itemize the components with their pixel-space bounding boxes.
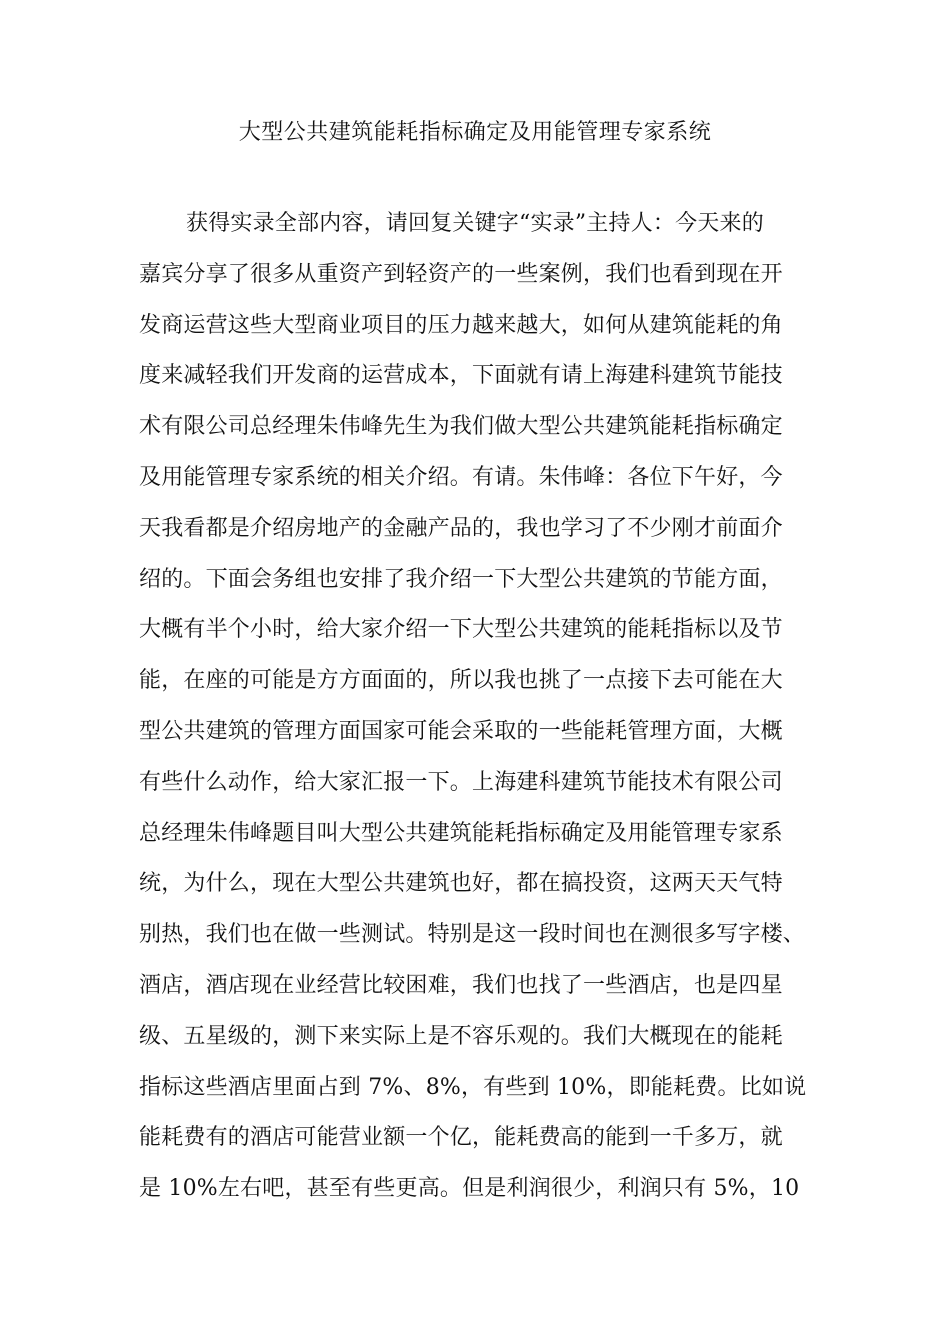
- document-title: 大型公共建筑能耗指标确定及用能管理专家系统: [238, 120, 712, 145]
- paragraph-line: 级、五星级的，测下来实际上是不容乐观的。我们大概现在的能耗: [139, 1023, 783, 1049]
- paragraph-line: 嘉宾分享了很多从重资产到轻资产的一些案例，我们也看到现在开: [139, 261, 783, 287]
- paragraph-line: 能耗费有的酒店可能营业额一个亿，能耗费高的能到一千多万，就: [139, 1125, 783, 1151]
- paragraph-line: 及用能管理专家系统的相关介绍。有请。朱伟峰：各位下午好，今: [139, 464, 783, 490]
- paragraph-line: 是 10%左右吧，甚至有些更高。但是利润很少，利润只有 5%，10: [139, 1176, 800, 1202]
- paragraph-line: 发商运营这些大型商业项目的压力越来越大，如何从建筑能耗的角: [139, 312, 783, 338]
- paragraph-line: 能，在座的可能是方方面面的，所以我也挑了一点接下去可能在大: [139, 668, 783, 694]
- paragraph-line: 型公共建筑的管理方面国家可能会采取的一些能耗管理方面，大概: [139, 718, 783, 744]
- paragraph-line: 大概有半个小时，给大家介绍一下大型公共建筑的能耗指标以及节: [139, 617, 783, 643]
- paragraph-line: 有些什么动作，给大家汇报一下。上海建科建筑节能技术有限公司: [139, 769, 783, 795]
- paragraph-line: 别热，我们也在做一些测试。特别是这一段时间也在测很多写字楼、: [139, 922, 806, 948]
- paragraph-line: 酒店，酒店现在业经营比较困难，我们也找了一些酒店，也是四星: [139, 972, 783, 998]
- paragraph-line: 指标这些酒店里面占到 7%、8%，有些到 10%，即能耗费。比如说: [139, 1074, 807, 1100]
- paragraph-line: 绍的。下面会务组也安排了我介绍一下大型公共建筑的节能方面，: [139, 566, 783, 592]
- paragraph-line: 统，为什么，现在大型公共建筑也好，都在搞投资，这两天天气特: [139, 871, 783, 897]
- paragraph-line: 术有限公司总经理朱伟峰先生为我们做大型公共建筑能耗指标确定: [139, 414, 783, 440]
- paragraph-line: 天我看都是介绍房地产的金融产品的，我也学习了不少刚才前面介: [139, 515, 783, 541]
- document-body: [139, 202, 807, 1218]
- paragraph-line: 总经理朱伟峰题目叫大型公共建筑能耗指标确定及用能管理专家系: [139, 820, 783, 846]
- paragraph-line: 度来减轻我们开发商的运营成本，下面就有请上海建科建筑节能技: [139, 363, 783, 389]
- paragraph-line: 获得实录全部内容，请回复关键字“实录”主持人：今天来的: [186, 211, 764, 236]
